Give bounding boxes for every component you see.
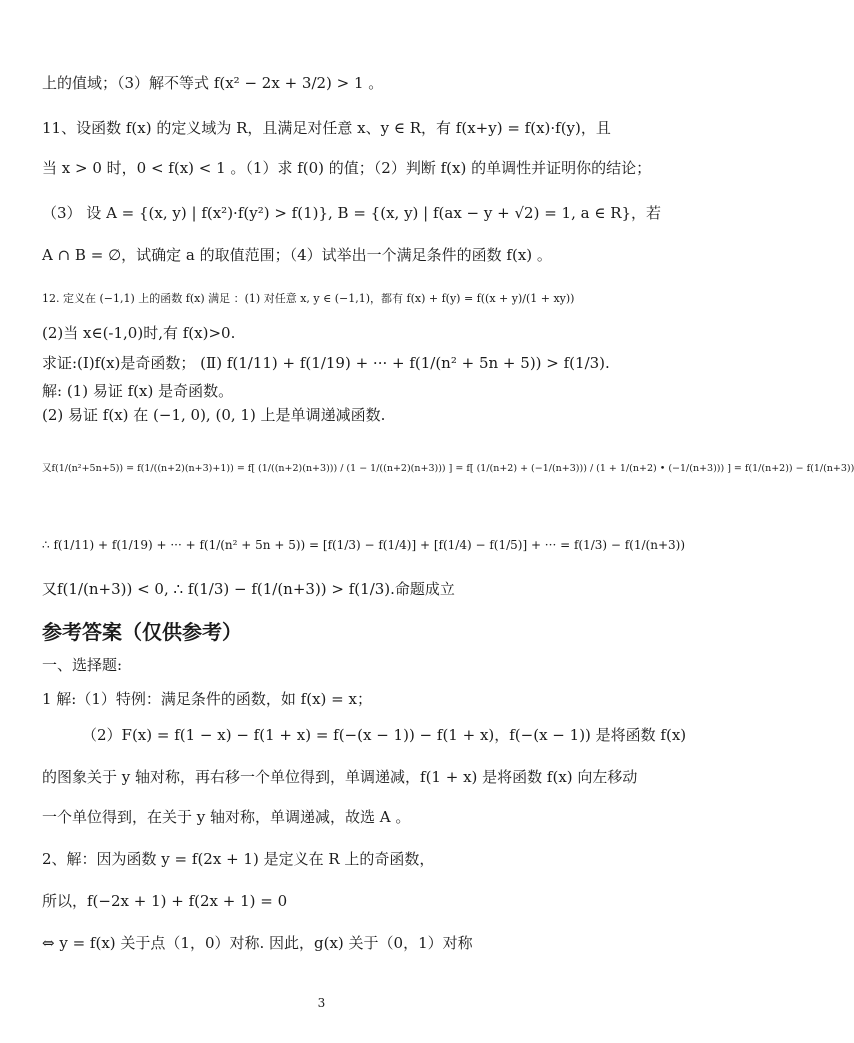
problem-11-line-3: （3） 设 A = {(x, y) | f(x²)·f(y²) > f(1)}, B = {(x, y) | f(ax − y + √2) = 1, a ∈ R}，若 <box>42 204 662 222</box>
section-subheading: 一、选择题: <box>42 656 123 674</box>
solution-equation-2: ∴ f(1/11) + f(1/19) + ··· + f(1/(n² + 5n + 5)) = [f(1/3) − f(1/4)] + [f(1/4) − f(1/5)] + ··· = f(1/3) − f(1/(n+3)) <box>42 538 686 552</box>
section-heading: 参考答案（仅供参考） <box>42 620 242 644</box>
answer-1-line-4: 一个单位得到，在关于 y 轴对称，单调递减，故选 A 。 <box>42 808 411 826</box>
answer-2-line-2: 所以，f(−2x + 1) + f(2x + 1) = 0 <box>42 892 288 910</box>
problem-11-line-1: 11、设函数 f(x) 的定义域为 R，且满足对任意 x、y ∈ R，有 f(x+y) = f(x)·f(y)，且 <box>42 119 611 137</box>
answer-1-line-1: 1 解:（1）特例：满足条件的函数，如 f(x) = x； <box>42 690 372 708</box>
problem-11-line-4: A ∩ B = ∅，试确定 a 的取值范围；（4）试举出一个满足条件的函数 f(x) 。 <box>42 246 552 264</box>
solution-line-1: 解: (1) 易证 f(x) 是奇函数。 <box>42 382 234 400</box>
answer-2-line-1: 2、解：因为函数 y = f(2x + 1) 是定义在 R 上的奇函数， <box>42 850 435 868</box>
problem-12-line-1: 12. 定义在 (−1,1) 上的函数 f(x) 满足 ：(1) 对任意 x, y ∈ (−1,1)，都有 f(x) + f(y) = f((x + y)/(1 + xy)) <box>42 292 575 305</box>
answer-2-line-3: ⇔ y = f(x) 关于点（1，0）对称. 因此，g(x) 关于（0，1）对称 <box>42 934 473 952</box>
solution-conclusion: 又f(1/(n+3)) < 0, ∴ f(1/3) − f(1/(n+3)) > f(1/3).命题成立 <box>42 580 455 598</box>
problem-11-line-2: 当 x > 0 时，0 < f(x) < 1 。（1）求 f(0) 的值；（2）判断 f(x) 的单调性并证明你的结论； <box>42 159 652 177</box>
solution-equation-1: 又f(1/(n²+5n+5)) = f(1/((n+2)(n+3)+1)) = f[ (1/((n+2)(n+3))) / (1 − 1/((n+2)(n+3))) ] = f[ (1/(n+2) + (−1/(n+3))) / (1 + 1/(n+2) • (−1/(n+3))) ] = f(1/(n+2)) − f(1/(n+3)) <box>42 463 854 474</box>
problem-12-line-2: (2)当 x∈(-1,0)时,有 f(x)>0. <box>42 324 236 342</box>
solution-line-2: (2) 易证 f(x) 在 (−1, 0), (0, 1) 上是单调递减函数. <box>42 406 386 424</box>
answer-1-line-2: （2）F(x) = f(1 − x) − f(1 + x) = f(−(x − 1)) − f(1 + x)，f(−(x − 1)) 是将函数 f(x) <box>82 726 687 744</box>
answer-1-line-3: 的图象关于 y 轴对称，再右移一个单位得到，单调递减，f(1 + x) 是将函数 f(x) 向左移动 <box>42 768 638 786</box>
problem-12-prove: 求证:(Ⅰ)f(x)是奇函数； (Ⅱ) f(1/11) + f(1/19) + ··· + f(1/(n² + 5n + 5)) > f(1/3). <box>42 354 610 372</box>
text-line-1: 上的值域；（3）解不等式 f(x² − 2x + 3/2) > 1 。 <box>42 74 384 92</box>
page-number: 3 <box>317 996 326 1010</box>
